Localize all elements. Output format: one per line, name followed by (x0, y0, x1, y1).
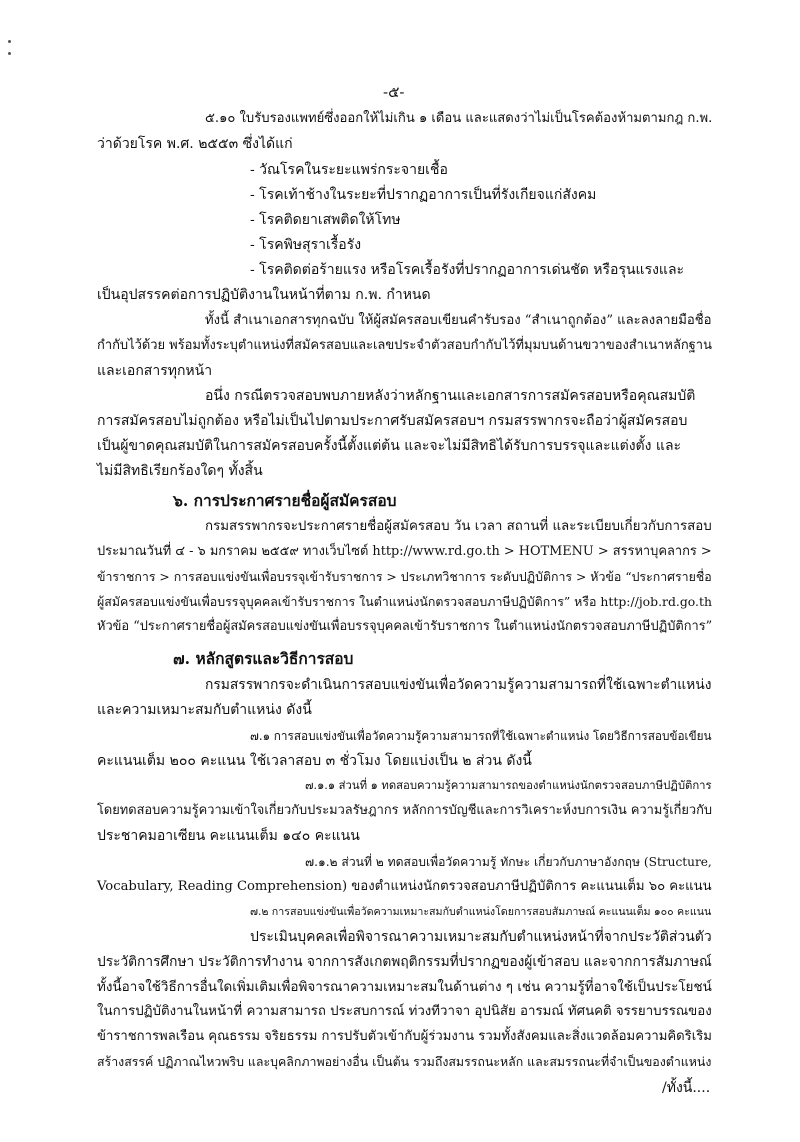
page-number: -๕- (383, 83, 405, 101)
paragraph-line: เป็นอุปสรรคต่อการปฏิบัติงานในหน้าที่ตาม ก.พ. กำหนด (97, 287, 431, 303)
paragraph-line: การสมัครสอบไม่ถูกต้อง หรือไม่เป็นไปตามประกาศรับสมัครสอบฯ กรมสรรพากรจะถือว่าผู้สมัครสอบ (97, 413, 688, 429)
paragraph-line: ๗.๒ การสอบแข่งขันเพื่อวัดความเหมาะสมกับตำแหน่งโดยการสอบสัมภาษณ์ คะแนนเต็ม ๑๐๐ คะแนน (250, 905, 712, 918)
scan-speck (8, 52, 11, 55)
paragraph-line: ๕.๑๐ ใบรับรองแพทย์ซึ่งออกให้ไม่เกิน ๑ เดือน และแสดงว่าไม่เป็นโรคต้องห้ามตามกฎ ก.พ. (205, 111, 713, 126)
paragraph-line: ข้าราชการ > การสอบแข่งขันเพื่อบรรจุเข้ารับราชการ > ประเภทวิชาการ ระดับปฏิบัติการ > หัวข้อ “ประกาศรายชื่อ (97, 569, 712, 584)
section-heading-7: ๗. หลักสูตรและวิธีการสอบ (173, 649, 354, 668)
paragraph-line: คะแนนเต็ม ๒๐๐ คะแนน ใช้เวลาสอบ ๓ ชั่วโมง โดยแบ่งเป็น ๒ ส่วน ดังนี้ (97, 753, 532, 769)
bullet-item: - โรคพิษสุราเรื้อรัง (250, 237, 362, 253)
paragraph-line: สร้างสรรค์ ปฏิภาณไหวพริบ และบุคลิกภาพอย่างอื่น เป็นต้น รวมถึงสมรรถนะหลัก และสมรรถนะที่จำเป็นของตำแหน่ง (97, 1054, 712, 1069)
paragraph-line: กำกับไว้ด้วย พร้อมทั้งระบุตำแหน่งที่สมัครสอบและเลขประจำตัวสอบกำกับไว้ที่มุมบนด้านขวาของสำเนาหลักฐาน (97, 338, 712, 353)
paragraph-line: ทั้งนี้ สำเนาเอกสารทุกฉบับ ให้ผู้สมัครสอบเขียนคำรับรอง “สำเนาถูกต้อง” และลงลายมือชื่อ (205, 313, 712, 328)
bullet-item: - โรคติดต่อร้ายแรง หรือโรคเรื้อรังที่ปรากฏอาการเด่นชัด หรือรุนแรงและ (250, 262, 685, 278)
paragraph-line: และเอกสารทุกหน้า (97, 363, 213, 379)
paragraph-line: กรมสรรพากรจะประกาศรายชื่อผู้สมัครสอบ วัน เวลา สถานที่ และระเบียบเกี่ยวกับการสอบ (205, 519, 712, 534)
continuation-marker: /ทั้งนี้.... (662, 1080, 711, 1096)
scan-speck (8, 40, 11, 43)
paragraph-line: Vocabulary, Reading Comprehension) ของตำแหน่งนักตรวจสอบภาษีปฏิบัติการ คะแนนเต็ม ๖๐ คะแนน (97, 879, 712, 894)
paragraph-line: ๗.๑.๑ ส่วนที่ ๑ ทดสอบความรู้ความสามารถของตำแหน่งนักตรวจสอบภาษีปฏิบัติการ (305, 779, 712, 792)
paragraph-line: ไม่มีสิทธิเรียกร้องใดๆ ทั้งสิ้น (97, 463, 263, 479)
paragraph-line: ทั้งนี้อาจใช้วิธีการอื่นใดเพิ่มเติมเพื่อพิจารณาความเหมาะสมในด้านต่าง ๆ เช่น ความรู้ที่อาจใช้เป็นประโยชน์ (97, 979, 712, 995)
paragraph-line: และความเหมาะสมกับตำแหน่ง ดังนี้ (97, 702, 312, 718)
bullet-item: - โรคติดยาเสพติดให้โทษ (250, 212, 401, 228)
paragraph-line: ผู้สมัครสอบแข่งขันเพื่อบรรจุบุคคลเข้ารับราชการ ในตำแหน่งนักตรวจสอบภาษีปฏิบัติการ” หรือ http://job.rd.go.th (97, 594, 712, 609)
paragraph-line: ว่าด้วยโรค พ.ศ. ๒๕๕๓ ซึ่งได้แก่ (97, 136, 293, 152)
paragraph-line: ประเมินบุคคลเพื่อพิจารณาความเหมาะสมกับตำแหน่งหน้าที่จากประวัติส่วนตัว (250, 929, 712, 945)
section-heading-6: ๖. การประกาศรายชื่อผู้สมัครสอบ (173, 491, 397, 510)
paragraph-line: ในการปฏิบัติงานในหน้าที่ ความสามารถ ประสบการณ์ ท่วงทีวาจา อุปนิสัย อารมณ์ ทัศนคติ จรรยาบรรณของ (97, 1004, 712, 1019)
bullet-item: - วัณโรคในระยะแพร่กระจายเชื้อ (250, 162, 448, 178)
paragraph-line: หัวข้อ “ประกาศรายชื่อผู้สมัครสอบแข่งขันเพื่อบรรจุบุคคลเข้ารับราชการ ในตำแหน่งนักตรวจสอบภาษีปฏิบัติการ” (97, 619, 713, 634)
paragraph-line: ๗.๑ การสอบแข่งขันเพื่อวัดความรู้ความสามารถที่ใช้เฉพาะตำแหน่ง โดยวิธีการสอบข้อเขียน (250, 729, 712, 743)
paragraph-line: ๗.๑.๒ ส่วนที่ ๒ ทดสอบเพื่อวัดความรู้ ทักษะ เกี่ยวกับภาษาอังกฤษ (Structure, (305, 855, 712, 869)
bullet-item: - โรคเท้าช้างในระยะที่ปรากฏอาการเป็นที่รังเกียจแก่สังคม (250, 187, 597, 203)
paragraph-line: เป็นผู้ขาดคุณสมบัติในการสมัครสอบครั้งนี้ตั้งแต่ต้น และจะไม่มีสิทธิได้รับการบรรจุและแต่งตั้ง และ (97, 438, 682, 454)
paragraph-line: ประมาณวันที่ ๔ - ๖ มกราคม ๒๕๕๙ ทางเว็บไซต์ http://www.rd.go.th > HOTMENU > สรรหาบุคลากร > (97, 544, 712, 559)
paragraph-line: ข้าราชการพลเรือน คุณธรรม จริยธรรม การปรับตัวเข้ากับผู้ร่วมงาน รวมทั้งสังคมและสิ่งแวดล้อมความคิดริเริม (97, 1029, 712, 1044)
paragraph-line: โดยทดสอบความรู้ความเข้าใจเกี่ยวกับประมวลรัษฎากร หลักการบัญชีและการวิเคราะห์งบการเงิน ความรู้เกี่ยวกับ (97, 803, 713, 818)
paragraph-line: อนึ่ง กรณีตรวจสอบพบภายหลังว่าหลักฐานและเอกสารการสมัครสอบหรือคุณสมบัติ (205, 388, 696, 404)
paragraph-line: กรมสรรพากรจะดำเนินการสอบแข่งขันเพื่อวัดความรู้ความสามารถที่ใช้เฉพาะตำแหน่ง (205, 677, 712, 693)
paragraph-line: ประชาคมอาเซียน คะแนนเต็ม ๑๔๐ คะแนน (97, 828, 360, 844)
paragraph-line: ประวัติการศึกษา ประวัติการทำงาน จากการสังเกตพฤติกรรมที่ปรากฏของผู้เข้าสอบ และจากการสัมภาษณ์ (97, 954, 712, 970)
